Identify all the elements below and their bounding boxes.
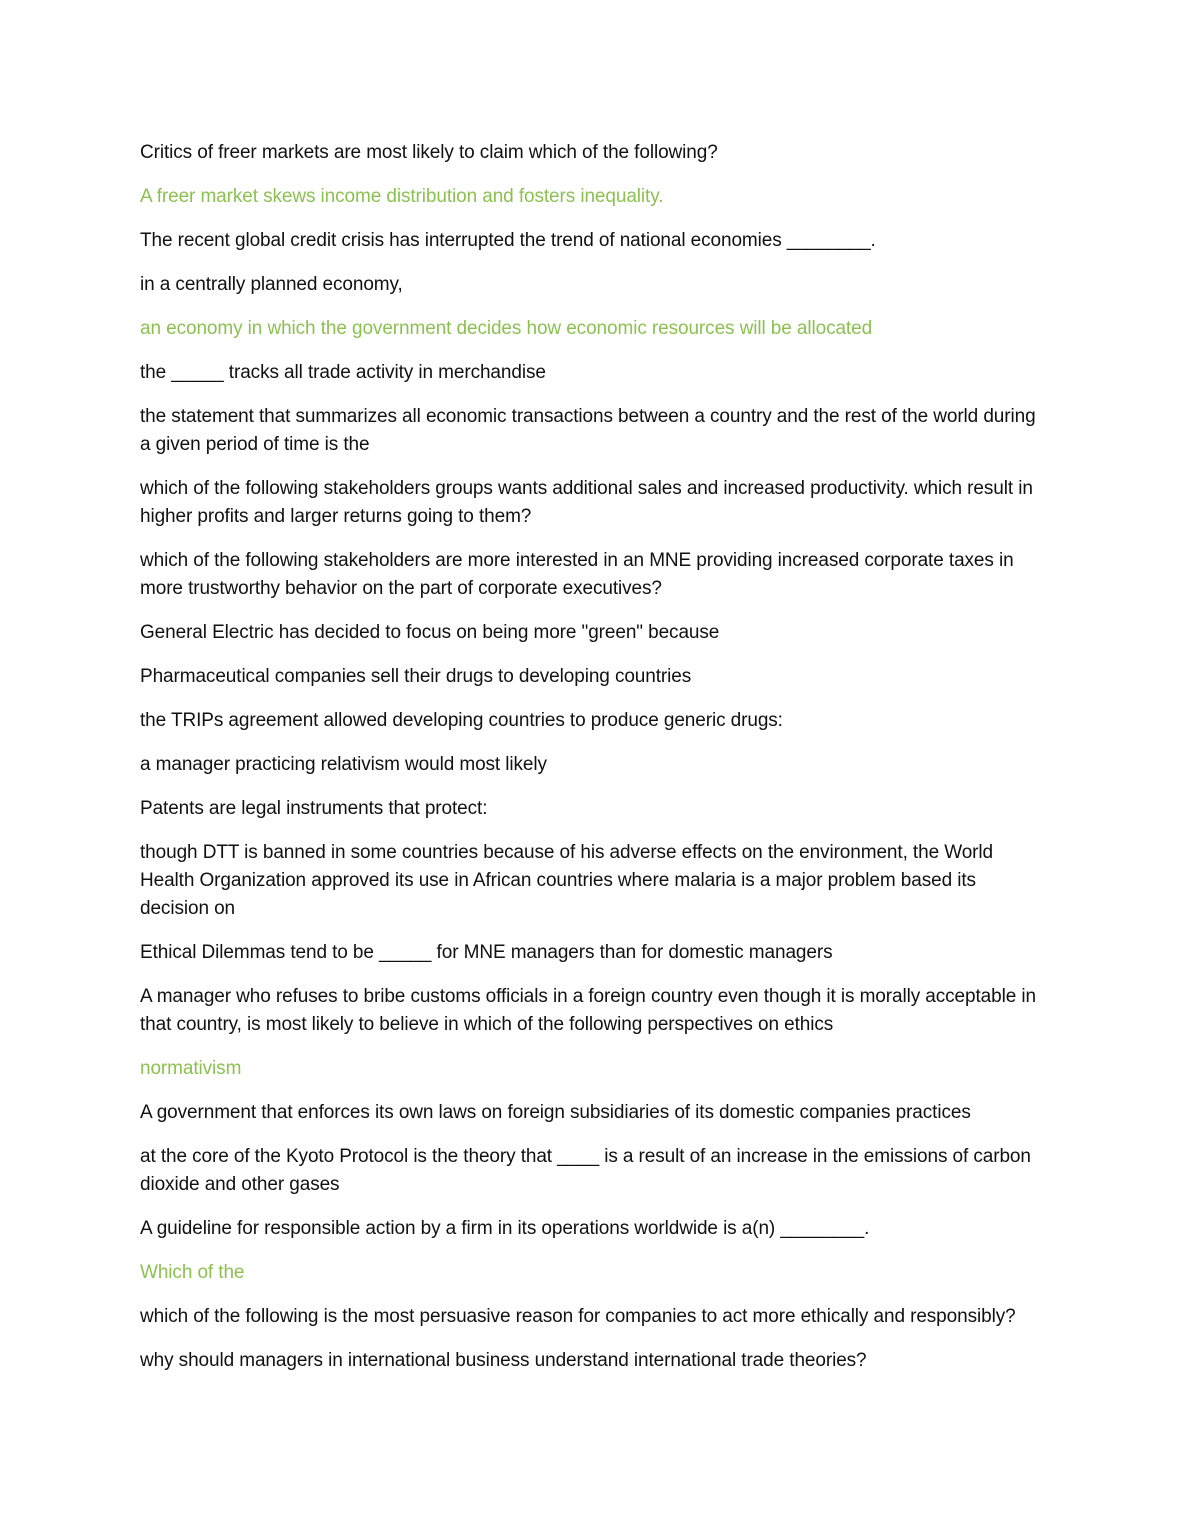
question-text: Pharmaceutical companies sell their drugs to developing countries	[140, 666, 692, 687]
question-text: the _____ tracks all trade activity in merchandise	[140, 362, 546, 383]
question-text: which of the following stakeholders groups wants additional sales and increased productivity. which result in higher profits and larger returns going to them?	[140, 478, 1033, 527]
question-text: at the core of the Kyoto Protocol is the theory that ____ is a result of an increase in the emissions of carbon dioxide and other gases	[140, 1146, 1031, 1195]
answer-text: A freer market skews income distribution and fosters inequality.	[140, 186, 664, 207]
question-text: which of the following is the most persuasive reason for companies to act more ethically and responsibly?	[140, 1306, 1016, 1327]
question-text: General Electric has decided to focus on being more "green" because	[140, 622, 720, 643]
question-text: A manager who refuses to bribe customs officials in a foreign country even though it is morally acceptable in that country, is most likely to believe in which of the following perspectives on ethics	[140, 986, 1036, 1035]
question-text: A guideline for responsible action by a firm in its operations worldwide is a(n) ________.	[140, 1218, 870, 1239]
answer-text: normativism	[140, 1058, 242, 1079]
question-text: a manager practicing relativism would most likely	[140, 754, 547, 775]
answer-text: an economy in which the government decides how economic resources will be allocated	[140, 318, 873, 339]
question-text: The recent global credit crisis has interrupted the trend of national economies ________.	[140, 230, 876, 251]
document-body	[140, 139, 1040, 1391]
question-text: why should managers in international business understand international trade theories?	[140, 1350, 867, 1371]
question-text: though DTT is banned in some countries because of his adverse effects on the environment, the World Health Organization approved its use in African countries where malaria is a major problem based its decision on	[140, 842, 993, 919]
question-text: in a centrally planned economy,	[140, 274, 403, 295]
question-text: the TRIPs agreement allowed developing countries to produce generic drugs:	[140, 710, 783, 731]
question-text: A government that enforces its own laws on foreign subsidiaries of its domestic companies practices	[140, 1102, 971, 1123]
question-text: Patents are legal instruments that protect:	[140, 798, 488, 819]
question-text: the statement that summarizes all economic transactions between a country and the rest of the world during a given period of time is the	[140, 406, 1036, 455]
question-text: Critics of freer markets are most likely to claim which of the following?	[140, 142, 718, 163]
question-text: which of the following stakeholders are more interested in an MNE providing increased corporate taxes in more trustworthy behavior on the part of corporate executives?	[140, 550, 1014, 599]
answer-text: Which of the	[140, 1262, 245, 1283]
question-text: Ethical Dilemmas tend to be _____ for MNE managers than for domestic managers	[140, 942, 833, 963]
